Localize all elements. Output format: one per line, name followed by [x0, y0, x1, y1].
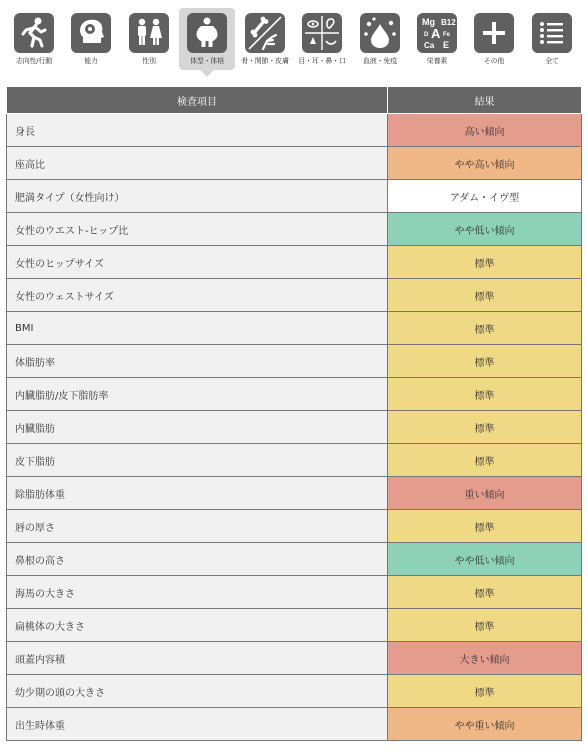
- eye-ear-nose-mouth-icon: [302, 13, 342, 53]
- test-item-cell: 皮下脂肪: [7, 444, 388, 477]
- blood-drops-icon: [360, 13, 400, 53]
- category-bone-joint-skin[interactable]: [237, 8, 293, 68]
- category-label: 志向性/行動: [15, 57, 53, 65]
- result-cell: 標準: [388, 576, 582, 609]
- result-cell: アダム・イヴ型: [388, 180, 582, 213]
- result-cell: やや低い傾向: [388, 543, 582, 576]
- result-cell: 標準: [388, 279, 582, 312]
- test-item-cell: BMI: [7, 312, 388, 345]
- result-cell: 標準: [388, 510, 582, 543]
- category-all[interactable]: [524, 8, 580, 68]
- results-table-wrapper: [6, 86, 581, 741]
- svg-text:A: A: [431, 26, 441, 41]
- test-item-cell: 除脂肪体重: [7, 477, 388, 510]
- test-item-cell: 唇の厚さ: [7, 510, 388, 543]
- table-row[interactable]: [7, 510, 582, 543]
- test-item-cell: 頭蓋内容積: [7, 642, 388, 675]
- table-row[interactable]: [7, 411, 582, 444]
- plus-icon: [474, 13, 514, 53]
- svg-text:Mg: Mg: [422, 17, 435, 27]
- category-nutrients[interactable]: [409, 8, 465, 68]
- result-cell: 高い傾向: [388, 114, 582, 147]
- result-cell: やや高い傾向: [388, 147, 582, 180]
- test-item-cell: 女性のウエスト-ヒップ比: [7, 213, 388, 246]
- test-item-cell: 扁桃体の大きさ: [7, 609, 388, 642]
- brain-head-icon: [71, 13, 111, 53]
- test-item-cell: 幼少期の頭の大きさ: [7, 675, 388, 708]
- test-item-cell: 座高比: [7, 147, 388, 180]
- table-row[interactable]: [7, 642, 582, 675]
- header-item: 検査項目: [7, 87, 388, 114]
- test-item-cell: 出生時体重: [7, 708, 388, 741]
- category-label: 目・耳・鼻・口: [298, 57, 346, 65]
- table-row[interactable]: [7, 477, 582, 510]
- list-icon: [532, 13, 572, 53]
- table-row[interactable]: [7, 246, 582, 279]
- table-row[interactable]: [7, 345, 582, 378]
- table-row[interactable]: [7, 147, 582, 180]
- result-cell: 標準: [388, 411, 582, 444]
- result-cell: 標準: [388, 675, 582, 708]
- test-item-cell: 海馬の大きさ: [7, 576, 388, 609]
- category-toolbar: [0, 0, 586, 84]
- result-cell: やや低い傾向: [388, 213, 582, 246]
- result-cell: 大きい傾向: [388, 642, 582, 675]
- table-body: [7, 114, 582, 741]
- test-item-cell: 身長: [7, 114, 388, 147]
- results-table: [6, 86, 582, 741]
- category-eye-ear-nose-mouth[interactable]: [294, 8, 350, 68]
- result-cell: 標準: [388, 378, 582, 411]
- table-row[interactable]: [7, 378, 582, 411]
- table-row[interactable]: [7, 609, 582, 642]
- body-shape-icon: [187, 13, 227, 53]
- svg-text:Fe: Fe: [443, 32, 451, 38]
- table-row[interactable]: [7, 312, 582, 345]
- bone-joint-skin-icon: [245, 13, 285, 53]
- result-cell: 標準: [388, 246, 582, 279]
- table-row[interactable]: [7, 180, 582, 213]
- table-header-row: [7, 87, 582, 114]
- test-item-cell: 肥満タイプ（女性向け）: [7, 180, 388, 213]
- category-label: 栄養素: [426, 57, 448, 65]
- category-other[interactable]: [466, 8, 522, 68]
- nutrients-icon: [417, 13, 457, 53]
- result-cell: 標準: [388, 345, 582, 378]
- svg-text:B12: B12: [441, 18, 456, 27]
- result-cell: 標準: [388, 444, 582, 477]
- svg-text:Ca: Ca: [424, 41, 435, 50]
- category-label: 性別: [142, 57, 156, 65]
- category-body-shape[interactable]: [179, 8, 235, 70]
- running-person-icon: [14, 13, 54, 53]
- test-item-cell: 内臓脂肪: [7, 411, 388, 444]
- result-cell: 標準: [388, 609, 582, 642]
- category-label: 体型・体格: [190, 57, 224, 65]
- category-label: その他: [483, 57, 505, 65]
- table-row[interactable]: [7, 675, 582, 708]
- table-row[interactable]: [7, 444, 582, 477]
- male-female-icon: [129, 13, 169, 53]
- result-cell: 標準: [388, 312, 582, 345]
- header-result: 結果: [388, 87, 582, 114]
- category-label: 血液・免疫: [363, 57, 397, 65]
- category-blood-immune[interactable]: [352, 8, 408, 68]
- table-row[interactable]: [7, 543, 582, 576]
- svg-text:E: E: [443, 40, 450, 50]
- category-behavior[interactable]: [6, 8, 62, 68]
- table-row[interactable]: [7, 114, 582, 147]
- result-cell: やや重い傾向: [388, 708, 582, 741]
- category-ability[interactable]: [63, 8, 119, 68]
- table-row[interactable]: [7, 708, 582, 741]
- category-label: 全て: [545, 57, 559, 65]
- result-cell: 重い傾向: [388, 477, 582, 510]
- table-row[interactable]: [7, 279, 582, 312]
- category-label: 能力: [84, 57, 98, 65]
- test-item-cell: 内臓脂肪/皮下脂肪率: [7, 378, 388, 411]
- table-row[interactable]: [7, 576, 582, 609]
- test-item-cell: 女性のヒップサイズ: [7, 246, 388, 279]
- test-item-cell: 鼻根の高さ: [7, 543, 388, 576]
- test-item-cell: 女性のウェストサイズ: [7, 279, 388, 312]
- svg-text:D: D: [424, 32, 429, 38]
- category-label: 骨・関節・皮膚: [241, 57, 289, 65]
- table-row[interactable]: [7, 213, 582, 246]
- test-item-cell: 体脂肪率: [7, 345, 388, 378]
- category-gender[interactable]: [121, 8, 177, 68]
